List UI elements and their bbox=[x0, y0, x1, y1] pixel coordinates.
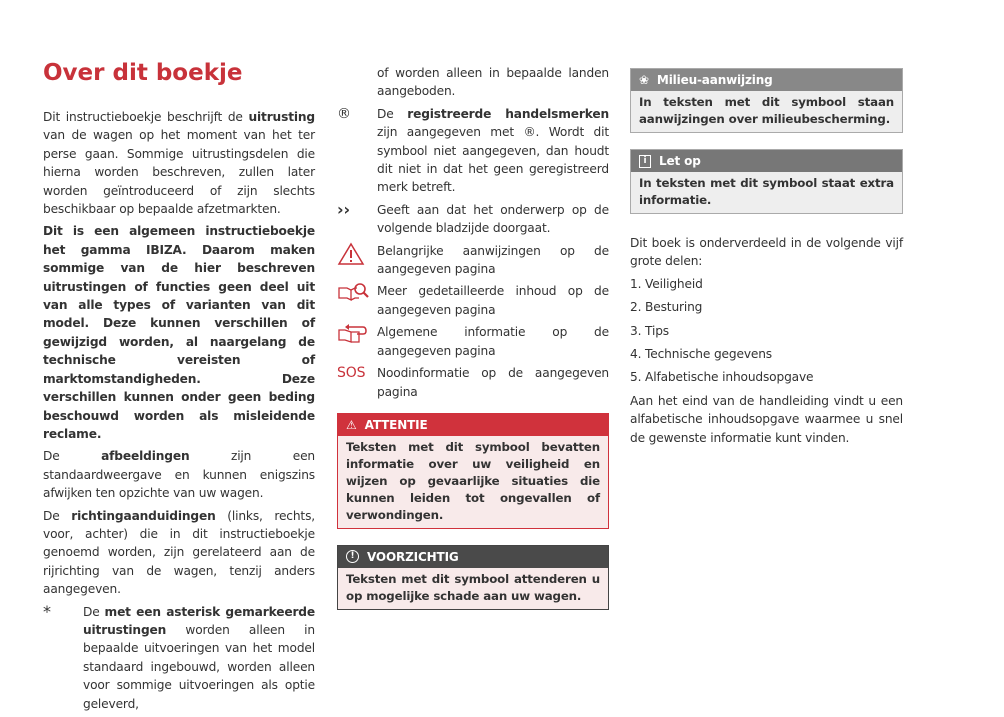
list-item: 1. Veiligheid bbox=[630, 276, 703, 291]
outro-text: Aan het eind van de handleiding vindt u een alfabetische inhoudsopgave waarmee u snel de gewenste informatie kunt vinden. bbox=[630, 393, 903, 445]
warning-triangle-icon: ⚠ bbox=[346, 417, 357, 432]
book-magnifier-icon bbox=[337, 282, 377, 319]
symbol-item: Meer gedetailleerde inhoud op de aangegeven pagina bbox=[337, 282, 609, 319]
symbol-item: Belangrijke aanwijzingen op de aangegeven pagina bbox=[337, 242, 609, 279]
page-title: Over dit boekje bbox=[43, 60, 243, 86]
parts-list bbox=[630, 275, 903, 387]
attentie-box: ⚠ ATTENTIE Teksten met dit symbool bevatten informatie over uw veiligheid en wijzen op gevaarlijke situaties die kunnen leiden tot ongevallen of verwondingen. bbox=[337, 413, 609, 529]
paragraph-directions: De richtingaanduidingen (links, rechts, voor, achter) die in dit instructieboekje genoemd worden, zijn gerelateerd aan de rijrichting van de wagen, tenzij anders aangegeven. bbox=[43, 508, 315, 597]
book-arrow-icon bbox=[337, 323, 377, 360]
let-op-box: i Let op In teksten met dit symbool staat extra informatie. bbox=[630, 149, 903, 214]
list-item: 3. Tips bbox=[630, 323, 669, 338]
sos-icon: SOS bbox=[337, 365, 366, 382]
asterisk-icon: * bbox=[43, 601, 51, 621]
symbol-item: Algemene informatie op de aangegeven pagina bbox=[337, 323, 609, 360]
symbol-item: ›› Geeft aan dat het onderwerp op de volgende bladzijde doorgaat. bbox=[337, 201, 609, 238]
asterisk-item: * De met een asterisk gemarkeerde uitrustingen worden alleen in bepaalde uitvoeringen van het model standaard ingebouwd, worden alleen voor sommige uitvoeringen als optie geleverd, bbox=[43, 603, 315, 713]
registered-icon: ® bbox=[337, 105, 351, 122]
intro-text: Dit boek is onderverdeeld in de volgende vijf grote delen: bbox=[630, 236, 903, 269]
milieu-box: ❀ Milieu-aanwijzing In teksten met dit symbool staan aanwijzingen over milieubescherming. bbox=[630, 68, 903, 133]
info-icon: i bbox=[639, 155, 651, 168]
list-item: 4. Technische gegevens bbox=[630, 347, 773, 362]
paragraph-general: Dit is een algemeen instructieboekje het gamma IBIZA. Daarom maken sommige van de hier beschreven uitrustingen of functies geen deel uit van alle types of varianten van dit model. Deze kunnen verschillen of gewijzigd worden, al naargelang de technische vereisten of marktomstandigheden. Deze verschillen kunnen onder geen beding beschouwd worden als misleidende reclame. bbox=[43, 224, 315, 441]
list-item: 2. Besturing bbox=[630, 300, 703, 315]
continued-text: of worden alleen in bepaalde landen aangeboden. bbox=[377, 66, 609, 99]
warning-triangle-icon bbox=[337, 242, 377, 279]
symbol-item: SOS Noodinformatie op de aangegeven pagina bbox=[337, 364, 609, 401]
voorzichtig-box: ! VOORZICHTIG Teksten met dit symbool attenderen u op mogelijke schade aan uw wagen. bbox=[337, 545, 609, 610]
exclamation-circle-icon: ! bbox=[346, 550, 359, 563]
column-1 bbox=[43, 108, 315, 717]
list-item: 5. Alfabetische inhoudsopgave bbox=[630, 370, 814, 385]
flower-icon: ❀ bbox=[639, 73, 649, 87]
double-chevron-right-icon: ›› bbox=[337, 199, 350, 219]
paragraph-equipment: Dit instructieboekje beschrijft de uitrusting van de wagen op het moment van het ter perse gaan. Sommige uitrustingsdelen die hierna worden beschreven, zullen later worden geïntroduceerd of zijn slechts beschikbaar op bepaalde afzetmarkten. bbox=[43, 110, 315, 217]
column-3 bbox=[630, 68, 903, 451]
paragraph-images: De afbeeldingen zijn een standaardweergave en kunnen enigszins afwijken ten opzichte van uw wagen. bbox=[43, 449, 315, 501]
registered-item: ® De registreerde handelsmerken zijn aangegeven met ®. Wordt dit symbool niet aangegeven, dan houdt dit niet in dat het geen geregistreerd merk betreft. bbox=[337, 105, 609, 197]
column-2 bbox=[337, 64, 609, 626]
